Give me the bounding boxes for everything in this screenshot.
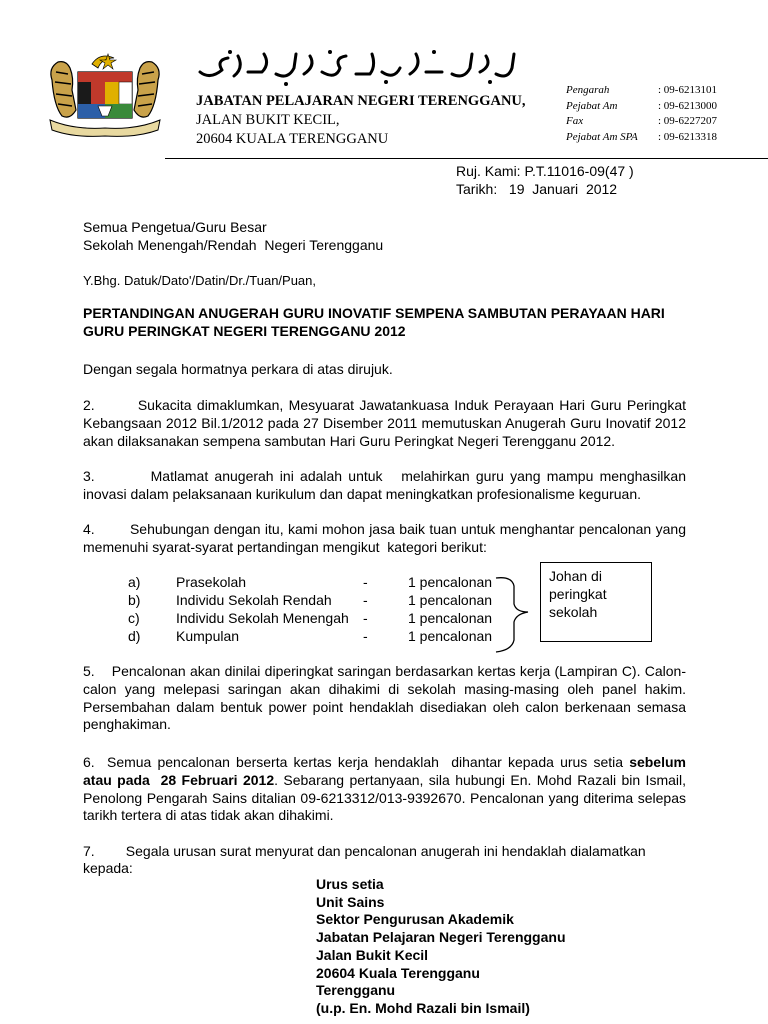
address-line: Unit Sains xyxy=(316,893,385,910)
paragraph-6 xyxy=(83,754,690,825)
contact-row xyxy=(566,130,766,146)
curly-brace xyxy=(494,574,534,654)
state-crest-logo xyxy=(44,50,166,138)
recipient-line: Sekolah Menengah/Rendah Negeri Terengganu xyxy=(83,237,384,253)
note-line: sekolah xyxy=(549,604,598,620)
address-line: Sektor Pengurusan Akademik xyxy=(316,911,514,928)
category-row xyxy=(128,574,528,592)
contact-label: Pengarah xyxy=(566,84,610,96)
paragraph-4: 4. Sehubungan dengan itu, kami mohon jasa baik tuan untuk menghantar pencalonan yang memenuhi syarat-syarat pertandingan mengikut kategori berikut: xyxy=(83,521,690,555)
category-count: 1 pencalonan xyxy=(408,610,493,626)
paragraph-6-text: . Sebarang pertanyaan, sila hubungi En. Mohd Razali bin Ismail, Penolong Pengarah Sains ditalian 09-6213312/013-9392670. Pencalonan yang diterima selepas tarikh tertera di atas tidak akan dihakimi. xyxy=(83,771,690,824)
contact-row xyxy=(566,114,766,130)
note-box xyxy=(540,562,652,642)
category-key: b) xyxy=(128,592,141,608)
jawi-script-heading xyxy=(190,46,520,86)
address-line: Jabatan Pelajaran Negeri Terengganu xyxy=(316,929,566,946)
category-name: Prasekolah xyxy=(176,574,247,590)
category-dash: - xyxy=(363,592,368,608)
category-name: Kumpulan xyxy=(176,628,240,644)
note-line: Johan di xyxy=(549,568,602,584)
paragraph-5: 5. Pencalonan akan dinilai diperingkat saringan berdasarkan kertas kerja (Lampiran C). Calon-calon yang melepasi saringan akan dihakimi di sekolah masing-masing oleh panel hakim. Persembahan dalam bentuk power point hendaklah disediakan oleh calon berkenaan semasa penghakiman. xyxy=(83,663,690,733)
org-street: JALAN BUKIT KECIL, xyxy=(196,112,340,128)
category-row xyxy=(128,628,528,646)
address-line: Jalan Bukit Kecil xyxy=(316,946,429,963)
paragraph-6-text: 6. Semua pencalonan berserta kertas kerja hendaklah dihantar kepada urus setia xyxy=(83,754,630,770)
contact-value: : 09-6213000 xyxy=(658,99,717,112)
contact-value: : 09-6227207 xyxy=(658,115,717,127)
category-key: d) xyxy=(128,628,141,644)
org-city: 20604 KUALA TERENGGANU xyxy=(196,131,389,147)
contact-label: Pejabat Am xyxy=(566,99,618,112)
address-line: (u.p. En. Mohd Razali bin Ismail) xyxy=(316,999,530,1016)
contact-value: : 09-6213318 xyxy=(658,130,717,143)
paragraph-3: 3. Matlamat anugerah ini adalah untuk melahirkan guru yang mampu menghasilkan inovasi dalam pelaksanaan kurikulum dan dapat meningkatkan profesionalisme keguruan. xyxy=(83,468,690,502)
category-count: 1 pencalonan xyxy=(408,628,493,644)
category-key: c) xyxy=(128,610,140,626)
category-list xyxy=(128,574,528,646)
contact-row xyxy=(566,83,766,99)
paragraph-7: 7. Segala urusan surat menyurat dan pencalonan anugerah ini hendaklah dialamatkan kepada: xyxy=(83,843,650,876)
contact-label: Pejabat Am SPA xyxy=(566,130,638,143)
category-dash: - xyxy=(363,628,368,644)
category-count: 1 pencalonan xyxy=(408,592,493,608)
letter-date: Tarikh: 19 Januari 2012 xyxy=(456,181,618,197)
contact-value: : 09-6213101 xyxy=(658,84,717,96)
mailing-address xyxy=(316,876,566,1018)
category-row xyxy=(128,610,528,628)
contact-row xyxy=(566,99,766,115)
note-line: peringkat xyxy=(549,586,607,602)
salutation: Y.Bhg. Datuk/Dato'/Datin/Dr./Tuan/Puan, xyxy=(83,273,317,288)
contact-numbers xyxy=(566,83,766,145)
contact-label: Fax xyxy=(566,115,584,127)
paragraph-2: 2. Sukacita dimaklumkan, Mesyuarat Jawatankuasa Induk Perayaan Hari Guru Peringkat Kebangsaan 2012 Bil.1/2012 pada 27 Disember 2011 memutuskan Anugerah Guru Inovatif 2012 akan dilaksanakan sempena sambutan Hari Guru Peringkat Negeri Terengganu 2012. xyxy=(83,397,690,449)
category-name: Individu Sekolah Menengah xyxy=(176,610,349,626)
category-row xyxy=(128,592,528,610)
category-dash: - xyxy=(363,574,368,590)
address-line: Terengganu xyxy=(316,982,396,999)
opening-line: Dengan segala hormatnya perkara di atas dirujuk. xyxy=(83,361,393,377)
organization-address xyxy=(196,92,526,149)
org-name: JABATAN PELAJARAN NEGERI TERENGGANU, xyxy=(196,93,526,109)
category-name: Individu Sekolah Rendah xyxy=(176,592,332,608)
reference-number: Ruj. Kami: P.T.11016-09(47 ) xyxy=(456,163,634,179)
address-line: Urus setia xyxy=(316,876,384,892)
deadline-text: sebelum atau pada 28 Februari 2012 xyxy=(83,754,690,788)
category-count: 1 pencalonan xyxy=(408,574,493,590)
letterhead-divider xyxy=(165,158,768,159)
category-key: a) xyxy=(128,574,141,590)
letter-subject: PERTANDINGAN ANUGERAH GURU INOVATIF SEMPENA SAMBUTAN PERAYAAN HARI GURU PERINGKAT NEGERI TERENGGANU 2012 xyxy=(83,305,665,339)
recipient-line: Semua Pengetua/Guru Besar xyxy=(83,219,267,235)
address-line: 20604 Kuala Terengganu xyxy=(316,964,480,981)
category-dash: - xyxy=(363,610,368,626)
